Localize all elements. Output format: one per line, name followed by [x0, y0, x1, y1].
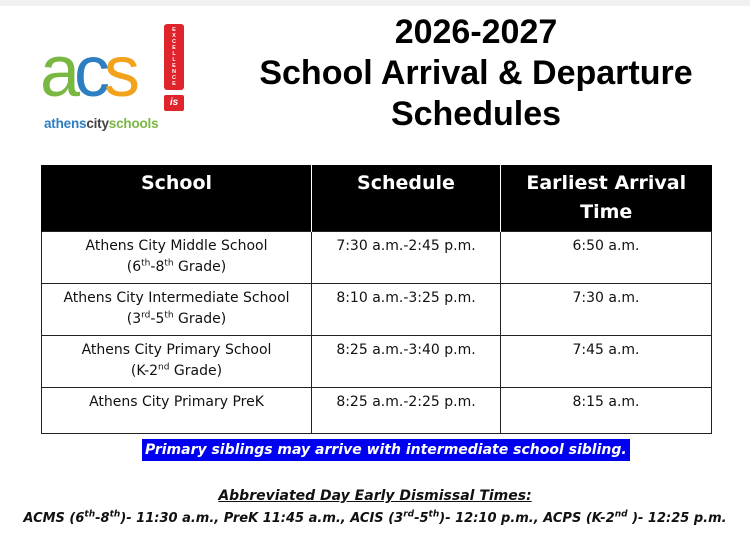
header-schedule: Schedule	[312, 165, 501, 231]
logo-letter-s: s	[104, 32, 135, 112]
cell-schedule: 8:25 a.m.-3:40 p.m.	[312, 335, 501, 387]
table-row	[42, 283, 712, 335]
cell-arrival: 6:50 a.m.	[501, 231, 712, 283]
logo-letters	[40, 32, 134, 112]
school-name: Athens City Middle School	[85, 237, 268, 254]
top-border-strip	[0, 0, 750, 6]
cell-arrival: 8:15 a.m.	[501, 387, 712, 433]
logo-letter-c: c	[74, 32, 105, 112]
cell-schedule: 8:25 a.m.-2:25 p.m.	[312, 387, 501, 433]
header-school: School	[42, 165, 312, 231]
school-name: Athens City Primary PreK	[89, 393, 264, 410]
table-row	[42, 231, 712, 283]
logo-is-badge: is	[164, 95, 184, 111]
table-header-row	[42, 165, 712, 231]
cell-schedule: 8:10 a.m.-3:25 p.m.	[312, 283, 501, 335]
logo-wordmark	[44, 116, 158, 131]
abbreviated-day-times: ACMS (6th-8th)- 11:30 a.m., PreK 11:45 a.m., ACIS (3rd-5th)- 12:10 p.m., ACPS (K-2nd )- 12:25 p.m.	[23, 509, 727, 526]
logo-letter-a: a	[40, 32, 75, 112]
cell-schedule: 7:30 a.m.-2:45 p.m.	[312, 231, 501, 283]
acs-logo	[40, 22, 190, 134]
logo-exclamation-bar	[164, 24, 184, 90]
sibling-notice-banner: Primary siblings may arrive with intermediate school sibling.	[142, 439, 630, 461]
header-earliest-arrival: Earliest Arrival Time	[501, 165, 712, 231]
table-row	[42, 387, 712, 433]
abbreviated-day-heading: Abbreviated Day Early Dismissal Times:	[218, 488, 532, 504]
school-name: Athens City Primary School	[81, 341, 272, 358]
title-line-3: Schedules	[390, 95, 562, 133]
schedule-table	[41, 165, 712, 434]
cell-school	[42, 387, 312, 433]
logo-word-schools: schools	[108, 116, 159, 131]
school-grade: (6th-8th Grade)	[126, 257, 227, 275]
table-row	[42, 335, 712, 387]
title-line-2: School Arrival & Departure	[259, 54, 693, 92]
cell-school	[42, 231, 312, 283]
school-grade: (3rd-5th Grade)	[126, 309, 227, 327]
cell-school	[42, 335, 312, 387]
cell-arrival: 7:30 a.m.	[501, 283, 712, 335]
school-name: Athens City Intermediate School	[63, 289, 290, 306]
logo-excellence-text: EXCELLENCE	[171, 27, 177, 87]
logo-word-city: city	[86, 116, 109, 131]
logo-word-athens: athens	[44, 116, 87, 131]
title-year: 2026-2027	[394, 13, 558, 51]
cell-arrival: 7:45 a.m.	[501, 335, 712, 387]
cell-school	[42, 283, 312, 335]
school-grade: (K-2nd Grade)	[130, 361, 223, 379]
page-title	[200, 12, 750, 135]
